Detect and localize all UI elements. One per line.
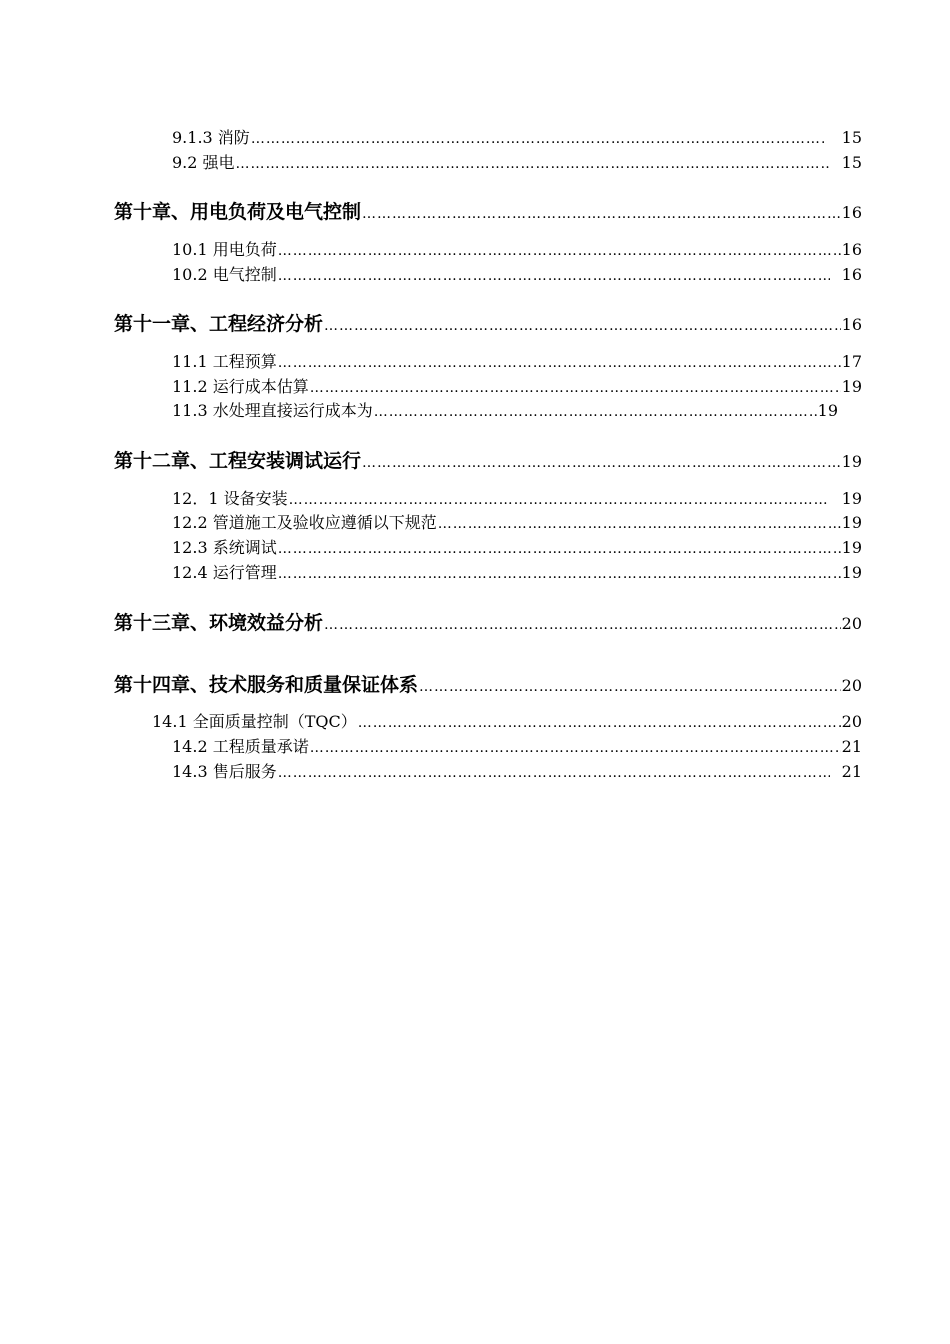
toc-chapter-13[interactable] [114, 610, 862, 636]
toc-chapter-label: 第十章、用电负荷及电气控制 [114, 201, 362, 223]
toc-leader-dots [324, 313, 841, 337]
toc-entry-label: 12.3 系统调试 [172, 538, 277, 557]
toc-entry-page: 15 [841, 153, 862, 172]
toc-entry-page: 16 [841, 240, 862, 259]
toc-leader-dots [278, 352, 841, 373]
toc-entry-12-1[interactable] [172, 488, 862, 510]
toc-entry-label: 14.2 工程质量承诺 [172, 737, 309, 756]
toc-leader-dots [374, 401, 817, 422]
toc-entry-10-2[interactable] [172, 264, 862, 286]
toc-entry-page: 19 [841, 489, 862, 508]
toc-leader-dots [324, 612, 841, 636]
toc-entry-page: 19 [841, 538, 862, 557]
toc-chapter-page: 20 [841, 614, 862, 633]
toc-chapter-page: 16 [841, 315, 862, 334]
toc-entry-label: 9.2 强电 [172, 153, 235, 172]
toc-entry-label: 10.2 电气控制 [172, 265, 277, 284]
toc-leader-dots [358, 712, 841, 733]
toc-entry-12-2[interactable] [172, 512, 862, 534]
toc-chapter-label: 第十三章、环境效益分析 [114, 612, 324, 634]
toc-entry-10-1[interactable] [172, 239, 862, 261]
toc-entry-label: 11.2 运行成本估算 [172, 377, 309, 396]
toc-entry-page: 19 [841, 563, 862, 582]
toc-entry-14-3[interactable] [172, 761, 862, 783]
toc-entry-label: 9.1.3 消防 [172, 128, 250, 147]
toc-leader-dots [362, 450, 841, 474]
toc-entry-page: 19 [817, 401, 838, 420]
toc-entry-page: 17 [841, 352, 862, 371]
toc-leader-dots [278, 563, 841, 584]
toc-entry-label: 11.3 水处理直接运行成本为 [172, 401, 373, 420]
toc-entry-label: 14.3 售后服务 [172, 762, 277, 781]
toc-entry-11-2[interactable] [172, 376, 862, 398]
toc-leader-dots [278, 240, 841, 261]
toc-chapter-11[interactable] [114, 311, 862, 337]
toc-entry-12-3[interactable] [172, 537, 862, 559]
toc-chapter-page: 19 [841, 452, 862, 471]
toc-chapter-12[interactable] [114, 448, 862, 474]
toc-entry-label: 12.4 运行管理 [172, 563, 277, 582]
toc-entry-12-4[interactable] [172, 562, 862, 584]
toc-leader-dots [289, 489, 830, 510]
toc-entry-page: 16 [841, 265, 862, 284]
toc-entry-page: 15 [841, 128, 862, 147]
toc-leader-dots [278, 265, 830, 286]
toc-entry-page: 21 [841, 762, 862, 781]
toc-chapter-label: 第十四章、技术服务和质量保证体系 [114, 674, 419, 696]
toc-entry-page: 19 [841, 377, 862, 396]
toc-entry-11-1[interactable] [172, 351, 862, 373]
toc-chapter-10[interactable] [114, 199, 862, 225]
toc-entry-label: 12．1 设备安装 [172, 489, 288, 508]
toc-entry-label: 14.1 全面质量控制（TQC） [152, 712, 357, 731]
toc-leader-dots [278, 538, 841, 559]
toc-leader-dots [236, 153, 830, 174]
toc-leader-dots [251, 128, 824, 149]
toc-entry-14-1[interactable] [152, 711, 862, 733]
toc-entry-label: 11.1 工程预算 [172, 352, 277, 371]
toc-entry-9-1-3[interactable] [172, 127, 862, 149]
toc-entry-page: 21 [841, 737, 862, 756]
toc-entry-page: 20 [841, 712, 862, 731]
toc-chapter-label: 第十二章、工程安装调试运行 [114, 450, 362, 472]
toc-entry-11-3[interactable] [172, 400, 838, 422]
toc-leader-dots [278, 762, 830, 783]
toc-entry-14-2[interactable] [172, 736, 862, 758]
toc-leader-dots [438, 513, 841, 534]
toc-chapter-14[interactable] [114, 672, 862, 698]
toc-entry-page: 19 [841, 513, 862, 532]
toc-entry-9-2[interactable] [172, 152, 862, 174]
toc-leader-dots [310, 377, 841, 398]
toc-chapter-label: 第十一章、工程经济分析 [114, 313, 324, 335]
toc-leader-dots [419, 674, 841, 698]
toc-chapter-page: 16 [841, 203, 862, 222]
toc-leader-dots [310, 737, 841, 758]
toc-entry-label: 12.2 管道施工及验收应遵循以下规范 [172, 513, 437, 532]
toc-entry-label: 10.1 用电负荷 [172, 240, 277, 259]
toc-chapter-page: 20 [841, 676, 862, 695]
toc-leader-dots [362, 201, 841, 225]
